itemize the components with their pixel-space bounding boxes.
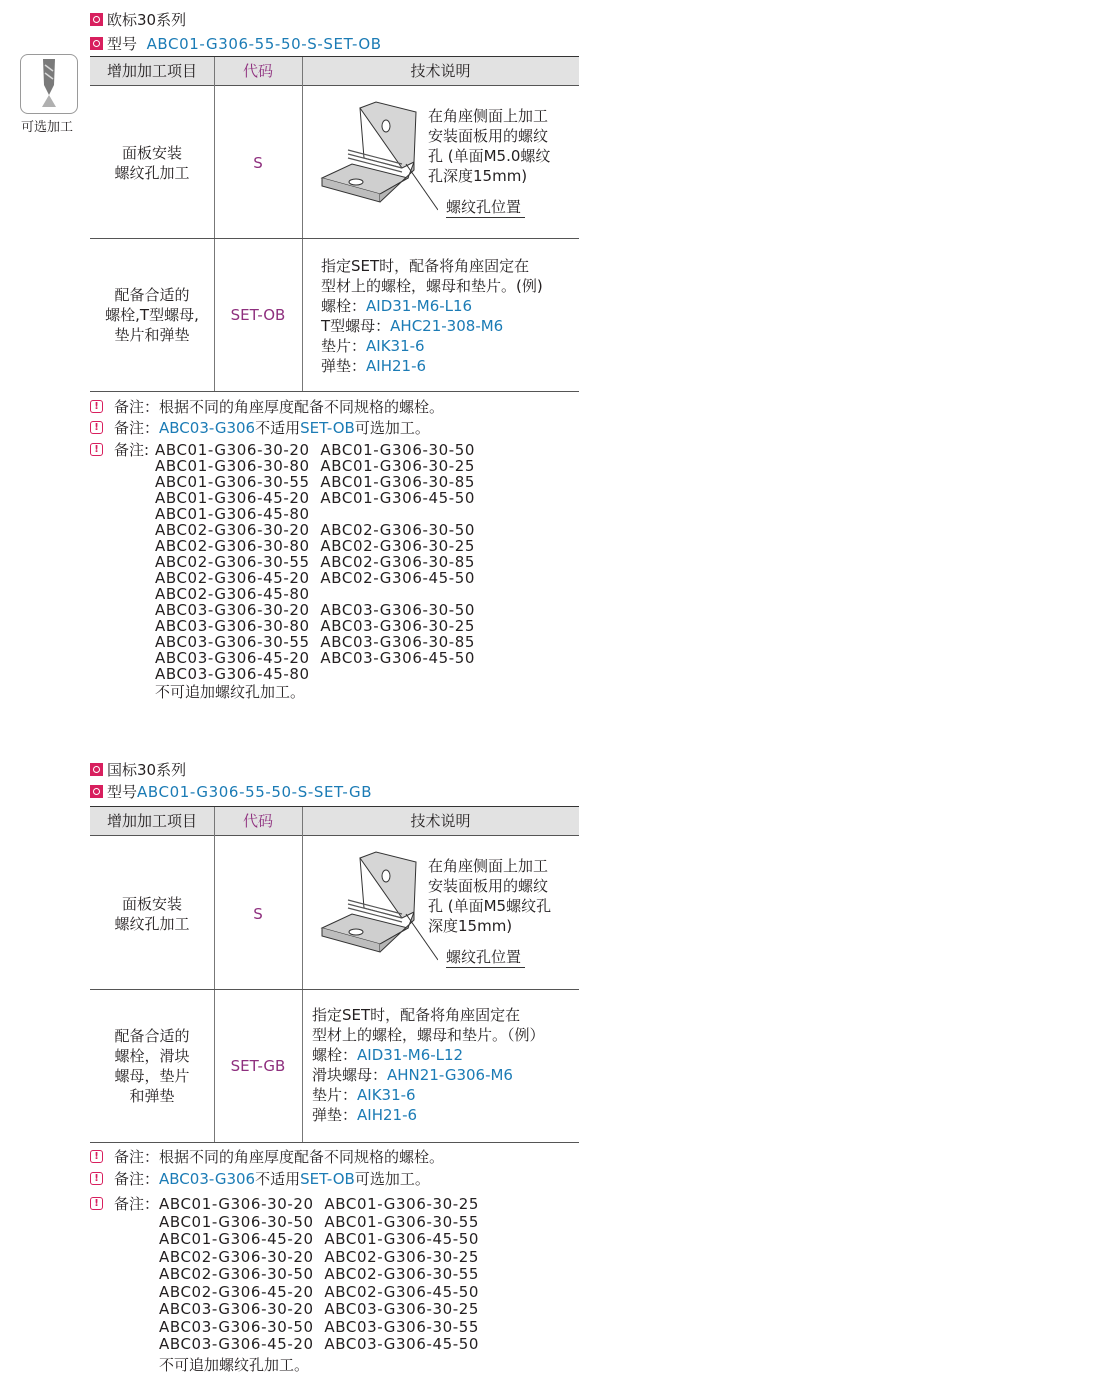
note-closing: 不可追加螺纹孔加工。 [155, 683, 306, 701]
note-text: 备注：根据不同的角座厚度配备不同规格的螺栓。 [114, 1148, 445, 1166]
part-line: 垫片：AIK31-6 [312, 1086, 416, 1104]
row-item: 配备合适的 螺栓，滑块 螺母，垫片 和弹垫 [114, 1027, 190, 1105]
col-header-item: 增加加工项目 [106, 812, 197, 830]
table-header [90, 57, 579, 85]
note-text: 备注：根据不同的角座厚度配备不同规格的螺栓。 [114, 398, 445, 416]
row-desc: 在角座侧面上加工 安装面板用的螺纹 孔 (单面M5.0螺纹 孔深度15mm) [428, 107, 551, 185]
drill-badge [20, 54, 78, 114]
note-icon: ! [90, 421, 103, 434]
drill-bit-icon [21, 55, 77, 113]
note-label: 备注： [114, 1195, 160, 1213]
table-header [90, 807, 579, 835]
series-heading: 国标30系列 [90, 761, 186, 779]
part-line: 弹垫：AIH21-6 [312, 1106, 418, 1124]
model-heading: 型号 ABC01-G306-55-50-S-SET-OB [90, 35, 382, 53]
bullet-icon [90, 763, 103, 776]
row-item: 面板安装 螺纹孔加工 [114, 144, 190, 182]
row-code: S [253, 905, 263, 923]
callout-label: 螺纹孔位置 [446, 197, 525, 218]
col-header-desc: 技术说明 [410, 62, 471, 80]
note-icon: ! [90, 1197, 103, 1210]
badge-label: 可选加工 [21, 120, 74, 135]
note-closing: 不可追加螺纹孔加工。 [159, 1356, 310, 1374]
model-code: ABC01-G306-55-50-S-SET-OB [146, 35, 382, 53]
model-list: ABC01-G306-30-20 ABC01-G306-30-50 ABC01-G306-30-80 ABC01-G306-30-25 ABC01-G306-30-55 ABC01-G306-30-85 ABC01-G306-45-20 ABC01-G306-45-50 ABC01-G306-45-80 ABC02-G306-30-20 ABC02-G306-30-50 ABC02-G306-30-80 ABC02-G306-30-25 ABC02-G306-30-55 ABC02-G306-30-85 ABC02-G306-45-20 ABC02-G306-45-50 ABC02-G306-45-80 ABC03-G306-30-20 ABC03-G306-30-50 ABC03-G306-30-80 ABC03-G306-30-25 ABC03-G306-30-55 ABC03-G306-30-85 ABC03-G306-45-20 ABC03-G306-45-50 ABC03-G306-45-80 [155, 441, 476, 683]
part-line: 螺栓：AID31-M6-L12 [312, 1046, 464, 1064]
row-desc: 指定SET时，配备将角座固定在 型材上的螺栓，螺母和垫片。(例) 螺栓：AID31-M6-L16 T型螺母：AHC21-308-M6 垫片：AIK31-6 弹垫：AIH21-6 [321, 257, 543, 375]
note-icon: ! [90, 443, 103, 456]
note-text: 备注：ABC03-G306不适用SET-OB可选加工。 [114, 1170, 430, 1188]
row-desc: 指定SET时，配备将角座固定在 型材上的螺栓，螺母和垫片。（例） 螺栓：AID31-M6-L12 滑块螺母：AHN21-G306-M6 垫片：AIK31-6 弹垫：AIH21-6 [312, 1006, 545, 1124]
model-list: ABC01-G306-30-20 ABC01-G306-30-25 ABC01-G306-30-50 ABC01-G306-30-55 ABC01-G306-45-20 ABC01-G306-45-50 ABC02-G306-30-20 ABC02-G306-30-25 ABC02-G306-30-50 ABC02-G306-30-55 ABC02-G306-45-20 ABC02-G306-45-50 ABC03-G306-30-20 ABC03-G306-30-25 ABC03-G306-30-50 ABC03-G306-30-55 ABC03-G306-45-20 ABC03-G306-45-50 [159, 1195, 480, 1353]
row-code: SET-OB [230, 306, 286, 324]
model-code: ABC01-G306-55-50-S-SET-GB [137, 783, 373, 801]
bracket-illustration [318, 98, 438, 218]
note-icon: ! [90, 1150, 103, 1163]
note-label: 备注: [114, 441, 150, 459]
part-line: 螺栓：AID31-M6-L16 [321, 297, 473, 315]
note-icon: ! [90, 1172, 103, 1185]
row-code: S [253, 154, 263, 172]
bullet-icon [90, 37, 103, 50]
model-heading: 型号ABC01-G306-55-50-S-SET-GB [90, 783, 372, 801]
col-header-desc: 技术说明 [410, 812, 471, 830]
option-table [90, 806, 579, 1144]
bullet-icon [90, 13, 103, 26]
callout-label: 螺纹孔位置 [446, 947, 525, 968]
part-line: 滑块螺母：AHN21-G306-M6 [312, 1066, 513, 1084]
row-item: 面板安装 螺纹孔加工 [114, 895, 190, 933]
col-header-code: 代码 [242, 812, 273, 830]
part-line: T型螺母：AHC21-308-M6 [321, 317, 504, 335]
series-heading: 欧标30系列 [90, 11, 186, 29]
part-line: 垫片：AIK31-6 [321, 337, 425, 355]
col-header-item: 增加加工项目 [106, 62, 197, 80]
note-icon: ! [90, 400, 103, 413]
bullet-icon [90, 785, 103, 798]
row-desc: 在角座侧面上加工 安装面板用的螺纹 孔 (单面M5螺纹孔 深度15mm) [428, 857, 552, 935]
bracket-illustration [318, 848, 438, 968]
col-header-code: 代码 [242, 62, 273, 80]
row-code: SET-GB [230, 1057, 286, 1075]
row-item: 配备合适的 螺栓,T型螺母, 垫片和弹垫 [105, 286, 199, 344]
option-table [90, 56, 579, 393]
note-text: 备注：ABC03-G306不适用SET-OB可选加工。 [114, 419, 430, 437]
part-line: 弹垫：AIH21-6 [321, 357, 427, 375]
